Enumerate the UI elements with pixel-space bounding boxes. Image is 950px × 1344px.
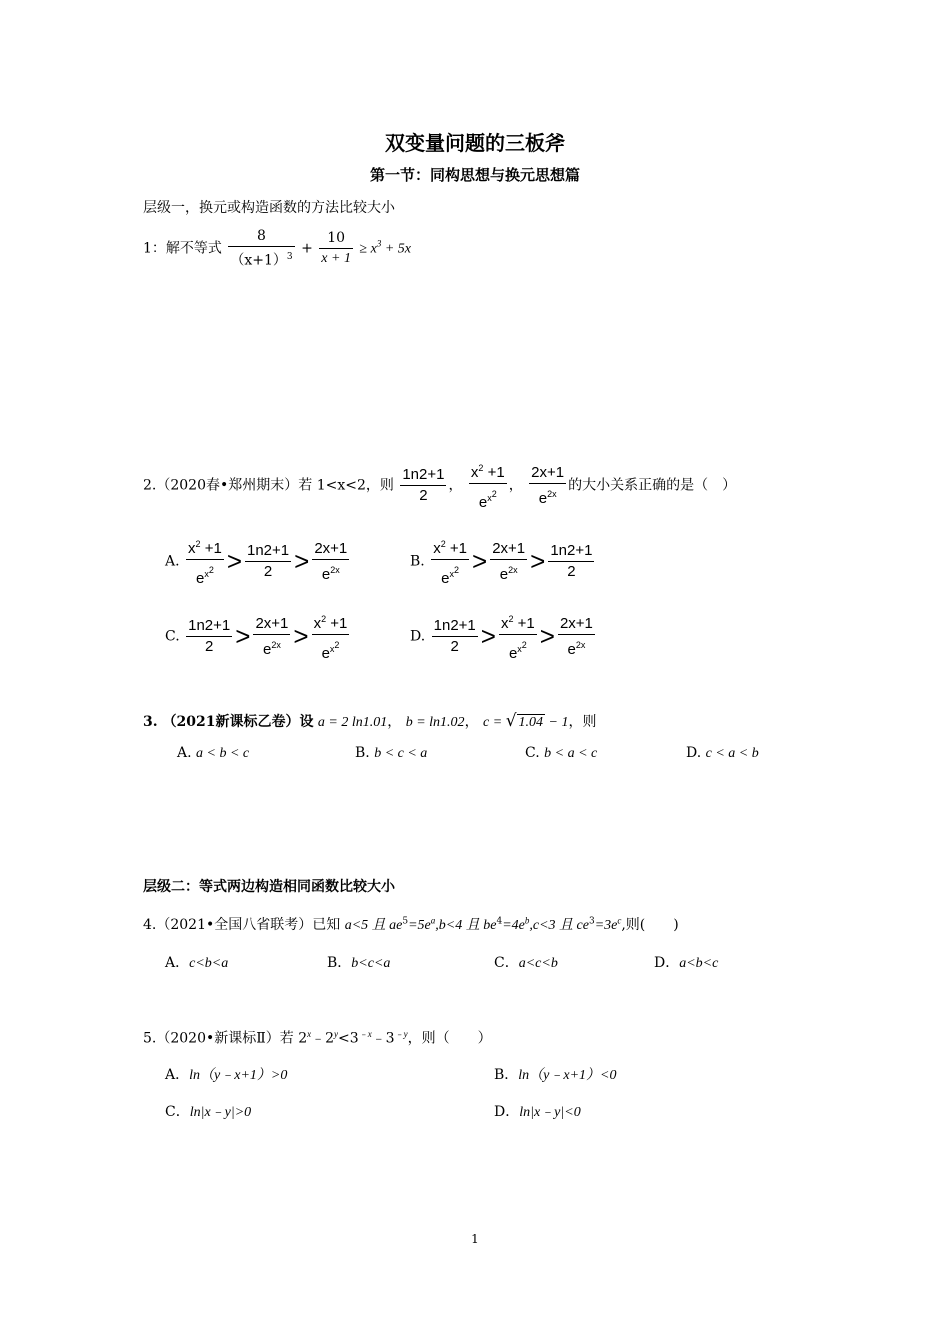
q5-p1: 5.（2020•新课标Ⅱ）若 2 xyxy=(143,1030,308,1047)
q4-opt-a-label: A． xyxy=(165,955,190,971)
q2-opt-frac-num: x xyxy=(188,540,196,557)
q2-opt-frac-num: 1n2+1 xyxy=(432,616,478,637)
q5-opt-b-value: ln（y﹣x+1）<0 xyxy=(518,1068,617,1083)
q5-opt-c-label: C． xyxy=(165,1104,190,1120)
greater-than-sign: > xyxy=(226,546,242,576)
q2-option-b[interactable] xyxy=(410,534,596,589)
q1-f2-num: 10 xyxy=(319,228,353,249)
q4-p2: a<5 且 ae xyxy=(344,918,403,933)
q4-opt-c-label: C． xyxy=(494,955,519,971)
q2-opt-frac-den: e xyxy=(499,565,509,583)
q2-opt-frac-den: e xyxy=(441,570,450,587)
q2-opt-frac-exp2: 2 xyxy=(334,640,340,650)
q2-comma-1: ， xyxy=(448,477,463,494)
question-5 xyxy=(143,1027,492,1048)
q5-opt-a-value: ln（y﹣x+1）>0 xyxy=(189,1068,288,1083)
q3-end: ，则 xyxy=(568,714,597,730)
q2-opt-frac-exp2: 2 xyxy=(454,565,460,575)
q2-a-den: 2 xyxy=(419,487,428,504)
q4-option-a[interactable] xyxy=(165,952,228,972)
q2-opt-c-frac-c xyxy=(253,614,290,660)
q5-p5: ，则（ ） xyxy=(407,1030,492,1047)
q2-opt-a-frac-b xyxy=(186,534,224,589)
greater-than-sign: > xyxy=(472,546,488,576)
q2-opt-frac-exp: x xyxy=(204,569,209,579)
q4-p1: 4.（2021•全国八省联考）已知 xyxy=(143,917,345,933)
q2-b-den: e xyxy=(478,494,488,511)
q3-option-a[interactable] xyxy=(177,745,249,762)
q2-c-den-exp: 2x xyxy=(547,488,557,499)
q1-rhs: ≥ x xyxy=(359,241,377,257)
q2-opt-frac-exp: x xyxy=(329,644,335,654)
q2-opt-frac-num: 1n2+1 xyxy=(186,616,232,637)
q2-opt-frac-exp: 2 xyxy=(440,539,446,549)
greater-than-sign: > xyxy=(294,546,310,576)
q2-opt-frac-num-tail: +1 xyxy=(445,540,467,557)
q2-opt-d-label: D. xyxy=(410,628,426,645)
q2-c-den: e xyxy=(538,489,548,507)
q4-opt-d-value: a<b<c xyxy=(679,956,719,971)
q2-opt-frac-num: x xyxy=(433,540,441,557)
q2-opt-b-label: B. xyxy=(410,553,425,570)
q3-opt-c-label: C. xyxy=(525,745,540,761)
q2-opt-frac-den: 2 xyxy=(205,638,214,655)
q4-e1: 5 xyxy=(402,916,409,927)
q2-opt-b-frac-b xyxy=(431,534,469,589)
q3-comma-1: ， xyxy=(387,714,402,730)
q2-opt-frac-exp: x xyxy=(449,569,455,579)
q2-opt-frac-den: e xyxy=(263,640,272,658)
level2-heading: 层级二：等式两边构造相同函数比较大小 xyxy=(143,879,395,895)
page-subtitle: 第一节：同构思想与换元思想篇 xyxy=(369,166,580,184)
q2-opt-frac-num: x xyxy=(500,615,509,632)
q3-opt-a-label: A. xyxy=(177,745,192,761)
question-1 xyxy=(143,226,411,271)
q2-opt-frac-num: 2x+1 xyxy=(490,539,527,560)
q4-e5: 3 xyxy=(588,916,595,927)
q4-option-c[interactable] xyxy=(494,952,558,972)
q5-e4: ﹣y xyxy=(394,1029,408,1039)
q5-opt-b-label: B． xyxy=(494,1067,519,1083)
greater-than-sign: > xyxy=(235,621,251,651)
q3-c-def-pre: c = xyxy=(483,715,506,730)
q5-opt-d-label: D． xyxy=(494,1104,520,1120)
q2-b-num-tail: +1 xyxy=(483,464,505,481)
q4-opt-b-label: B． xyxy=(327,955,352,971)
q2-opt-frac-exp: 2x xyxy=(575,639,586,650)
q2-opt-frac-den: e xyxy=(508,645,518,662)
q4-e3: 4 xyxy=(496,916,503,927)
q4-p8: ,则( ) xyxy=(621,917,679,933)
q2-opt-d-frac-c xyxy=(558,614,595,660)
q2-opt-frac-num-tail: +1 xyxy=(200,540,222,557)
q2-opt-frac-exp: 2 xyxy=(508,614,514,624)
q5-p3: <3 xyxy=(338,1030,359,1047)
q2-opt-frac-exp: 2x xyxy=(271,639,281,650)
q4-opt-d-label: D． xyxy=(654,955,680,971)
q2-opt-frac-num: 1n2+1 xyxy=(548,541,594,562)
greater-than-sign: > xyxy=(530,546,546,576)
q3-opt-c-value: b < a < c xyxy=(544,746,598,761)
q3-opt-b-label: B. xyxy=(355,745,370,761)
q5-e3: ﹣x xyxy=(358,1029,372,1039)
q2-opt-frac-exp2: 2 xyxy=(521,640,527,650)
q3-stem: 3. （2021新课标乙卷）设 xyxy=(143,714,314,730)
q2-b-den-exp: x xyxy=(487,493,492,503)
q2-opt-c-frac-b xyxy=(312,609,350,664)
q2-b-num-exp: 2 xyxy=(478,463,484,473)
q2-comma-2: ， xyxy=(508,477,523,494)
q3-opt-d-value: c < a < b xyxy=(705,746,759,761)
q3-opt-a-value: a < b < c xyxy=(196,746,250,761)
q1-fraction-2 xyxy=(319,228,353,269)
q2-b-den-exp2: 2 xyxy=(491,489,497,499)
q2-expr-b xyxy=(469,458,507,513)
q2-opt-frac-exp2: 2 xyxy=(208,565,214,575)
q2-opt-frac-den: 2 xyxy=(567,563,576,580)
q2-opt-a-frac-a xyxy=(245,541,291,582)
page-title: 双变量问题的三板斧 xyxy=(385,131,565,155)
q2-opt-frac-den: e xyxy=(321,645,330,662)
q5-e2: y xyxy=(334,1029,339,1039)
q3-option-b[interactable] xyxy=(355,745,427,762)
q1-f1-num: 8 xyxy=(228,226,294,247)
q3-comma-2: ， xyxy=(464,714,479,730)
q2-expr-a xyxy=(400,465,446,506)
q5-option-d[interactable] xyxy=(494,1101,581,1121)
q5-opt-d-value: ln|x﹣y|<0 xyxy=(519,1105,581,1120)
greater-than-sign: > xyxy=(539,621,555,651)
q1-rhs-exp: 3 xyxy=(376,238,382,249)
q3-opt-b-value: b < c < a xyxy=(374,746,428,761)
q4-opt-c-value: a<c<b xyxy=(518,956,558,971)
q5-e1: x xyxy=(307,1029,312,1039)
q4-opt-a-value: c<b<a xyxy=(189,956,229,971)
q4-opt-b-value: b<c<a xyxy=(351,956,391,971)
q1-f1-den-exp: 3 xyxy=(286,252,293,262)
q3-option-c[interactable] xyxy=(525,745,597,762)
q5-opt-a-label: A． xyxy=(165,1067,190,1083)
q2-opt-frac-exp: 2 xyxy=(195,539,201,549)
q2-opt-frac-exp: 2 xyxy=(321,614,327,624)
greater-than-sign: > xyxy=(293,621,309,651)
q1-fraction-1 xyxy=(228,226,294,271)
q1-plus: + xyxy=(301,240,313,257)
q4-option-b[interactable] xyxy=(327,952,390,972)
q2-opt-frac-num: 2x+1 xyxy=(312,539,349,560)
q2-opt-frac-num-tail: +1 xyxy=(326,615,348,632)
q4-e4: b xyxy=(524,915,530,926)
q3-b-def: b = ln1.02 xyxy=(405,715,465,730)
q3-c-def-post: − 1 xyxy=(545,715,569,730)
q2-opt-frac-den: 2 xyxy=(450,638,459,655)
q5-p4: ﹣3 xyxy=(371,1030,395,1047)
q4-e6: c xyxy=(617,915,622,926)
q2-opt-frac-num: x xyxy=(313,615,322,632)
q4-p7: =3e xyxy=(594,918,618,933)
q2-opt-c-frac-a xyxy=(186,616,232,657)
q2-opt-a-frac-c xyxy=(312,539,349,585)
q2-option-a[interactable] xyxy=(165,534,351,589)
q3-opt-d-label: D. xyxy=(686,745,702,761)
q2-suffix: 的大小关系正确的是（ ） xyxy=(568,477,737,494)
q2-opt-frac-num: 1n2+1 xyxy=(245,541,291,562)
q4-p4: ,b<4 且 be xyxy=(435,918,497,933)
q2-b-num: x xyxy=(470,464,479,481)
q5-option-b[interactable] xyxy=(494,1064,617,1084)
q2-opt-d-frac-b xyxy=(499,609,537,664)
q2-opt-c-label: C. xyxy=(165,628,180,645)
q1-prefix: 1：解不等式 xyxy=(143,240,222,257)
q4-e2: a xyxy=(430,915,436,926)
q2-opt-a-label: A. xyxy=(165,553,180,570)
q2-opt-b-frac-c xyxy=(490,539,527,585)
q2-opt-d-frac-a xyxy=(432,616,478,657)
q2-opt-frac-exp: x xyxy=(517,644,522,654)
greater-than-sign: > xyxy=(480,621,496,651)
q5-option-a[interactable] xyxy=(165,1064,287,1084)
q5-opt-c-value: ln|x﹣y|>0 xyxy=(189,1105,252,1120)
q4-p6: ,c<3 且 ce xyxy=(529,918,589,933)
q2-opt-frac-den: e xyxy=(195,570,205,587)
q4-p5: =4e xyxy=(502,918,525,933)
question-4 xyxy=(143,914,679,934)
question-3 xyxy=(143,711,596,731)
q2-opt-frac-den: e xyxy=(567,640,576,658)
q2-expr-c xyxy=(529,463,566,509)
q3-option-d[interactable] xyxy=(686,745,759,762)
q3-a-def: a = 2 ln1.01 xyxy=(317,715,388,730)
q2-opt-frac-den: 2 xyxy=(263,563,273,580)
sqrt-icon: √ xyxy=(505,711,517,731)
q3-c-sqrt: 1.04 xyxy=(518,715,544,730)
q2-opt-frac-num-tail: +1 xyxy=(513,615,535,632)
q1-rhs-tail: + 5x xyxy=(381,241,411,257)
q2-opt-frac-exp: 2x xyxy=(508,564,518,575)
q2-opt-frac-num: 2x+1 xyxy=(558,614,595,635)
q2-c-num: 2x+1 xyxy=(529,463,566,484)
q5-p2: ﹣2 xyxy=(311,1030,335,1047)
level1-heading: 层级一，换元或构造函数的方法比较大小 xyxy=(143,200,395,216)
q2-opt-frac-num: 2x+1 xyxy=(253,614,290,635)
page-number: 1 xyxy=(471,1232,479,1246)
q2-stem: 2.（2020春•郑州期末）若 1<x<2，则 xyxy=(143,477,394,494)
q5-option-c[interactable] xyxy=(165,1101,251,1121)
q4-p3: =5e xyxy=(408,918,431,933)
q2-option-d[interactable] xyxy=(410,609,597,664)
q1-f2-den: x + 1 xyxy=(321,250,351,266)
q2-opt-frac-exp: 2x xyxy=(330,564,340,575)
q1-f1-den: （x+1） xyxy=(230,252,287,269)
q2-opt-frac-den: e xyxy=(321,565,331,583)
q2-option-c[interactable] xyxy=(165,609,351,664)
question-2 xyxy=(143,458,736,513)
q4-option-d[interactable] xyxy=(654,952,718,972)
q2-a-num: 1n2+1 xyxy=(400,465,446,486)
q2-opt-b-frac-a xyxy=(548,541,594,582)
